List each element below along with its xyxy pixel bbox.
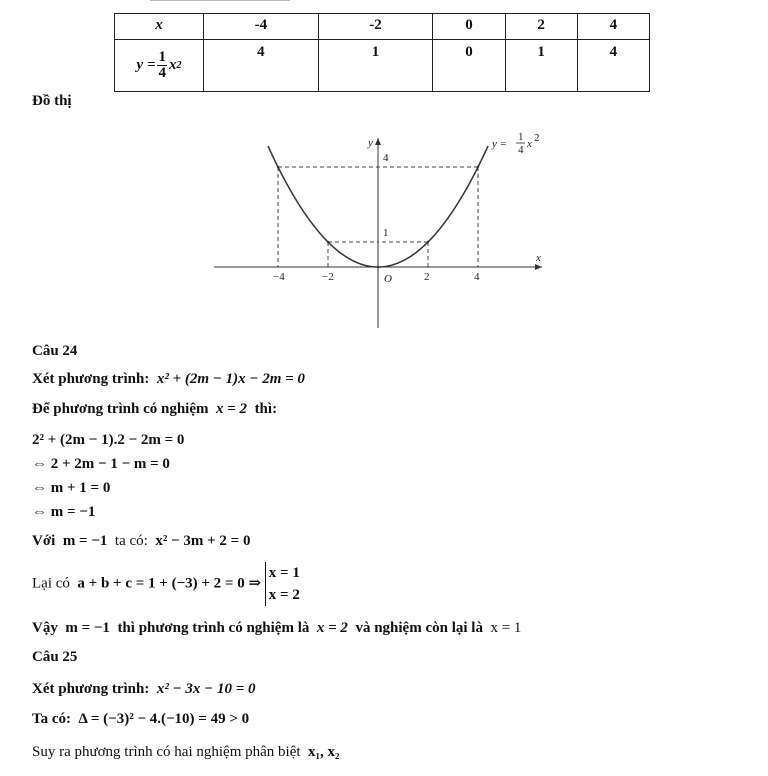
q25-line-1: Xét phương trình: x² − 3x − 10 = 0 — [32, 681, 256, 697]
curve-point — [327, 241, 329, 243]
x-tick-label: 4 — [474, 271, 480, 283]
cell-y: 4 — [577, 40, 649, 92]
parabola-graph — [208, 128, 548, 333]
cell-x: 2 — [505, 14, 577, 40]
y-tick-label: 1 — [383, 227, 389, 239]
curve-point — [477, 166, 479, 168]
cell-x: 0 — [433, 14, 505, 40]
x-axis-label: x — [536, 252, 541, 264]
roots-system: x = 1 x = 2 — [265, 562, 300, 606]
q24-line-4: ⇔ 2 + 2m − 1 − m = 0 — [32, 456, 170, 472]
header-x: x — [115, 14, 204, 40]
curve-point — [277, 166, 279, 168]
svg-text:x: x — [527, 138, 532, 150]
svg-text:y =: y = — [492, 138, 508, 150]
q25-line-2: Ta có: Δ = (−3)² − 4.(−10) = 49 > 0 — [32, 711, 250, 727]
cell-y: 4 — [204, 40, 319, 92]
y-axis-arrow — [375, 138, 381, 145]
x-tick-label: −2 — [322, 271, 334, 283]
svg-text:4: 4 — [518, 144, 524, 156]
graph-heading: Đồ thị — [32, 93, 72, 109]
q25-line-3: Suy ra phương trình có hai nghiệm phân biệt x₁, x₂ — [32, 744, 340, 760]
cell-y: 1 — [505, 40, 577, 92]
cell-y: 0 — [433, 40, 505, 92]
cell-x: -2 — [318, 14, 433, 40]
x-axis-arrow — [535, 264, 542, 270]
table-row-y — [115, 40, 650, 92]
q24-line-7: Với m = −1 ta có: x² − 3m + 2 = 0 — [32, 533, 251, 549]
y-axis-label: y — [368, 137, 373, 149]
curve-point — [377, 266, 379, 268]
y-tick-label: 4 — [383, 152, 389, 164]
q24-line-6: ⇔ m = −1 — [32, 504, 96, 520]
q24-line-2: Để phương trình có nghiệm x = 2 thì: — [32, 401, 278, 417]
x-tick-label: −4 — [273, 271, 285, 283]
cell-x: -4 — [204, 14, 319, 40]
header-y: y = $\frac{1}{4}$ x 2 — [115, 40, 204, 92]
q24-conclusion: Vậy m = −1 thì phương trình có nghiệm là x = 2 và nghiệm còn lại là x = 1 — [32, 620, 522, 636]
origin-label: O — [384, 273, 392, 285]
cell-y: 1 — [318, 40, 433, 92]
q24-line-1: Xét phương trình: x² + (2m − 1)x − 2m = 0 — [32, 371, 305, 387]
cell-x: 4 — [577, 14, 649, 40]
value-table — [114, 13, 650, 92]
q24-line-3: 2² + (2m − 1).2 − 2m = 0 — [32, 432, 185, 448]
q24-line-8: Lại có a + b + c = 1 + (−3) + 2 = 0 ⇒ x = 1 x = 2 — [32, 562, 300, 606]
q25-title: Câu 25 — [32, 649, 78, 665]
q24-title: Câu 24 — [32, 343, 78, 359]
curve-equation — [491, 131, 540, 156]
svg-text:1: 1 — [518, 131, 524, 143]
q24-line-5: ⇔ m + 1 = 0 — [32, 480, 111, 496]
svg-text:2: 2 — [534, 132, 540, 144]
curve-point — [427, 241, 429, 243]
top-rule — [150, 0, 290, 1]
x-tick-label: 2 — [424, 271, 430, 283]
table-row-x — [115, 14, 650, 40]
